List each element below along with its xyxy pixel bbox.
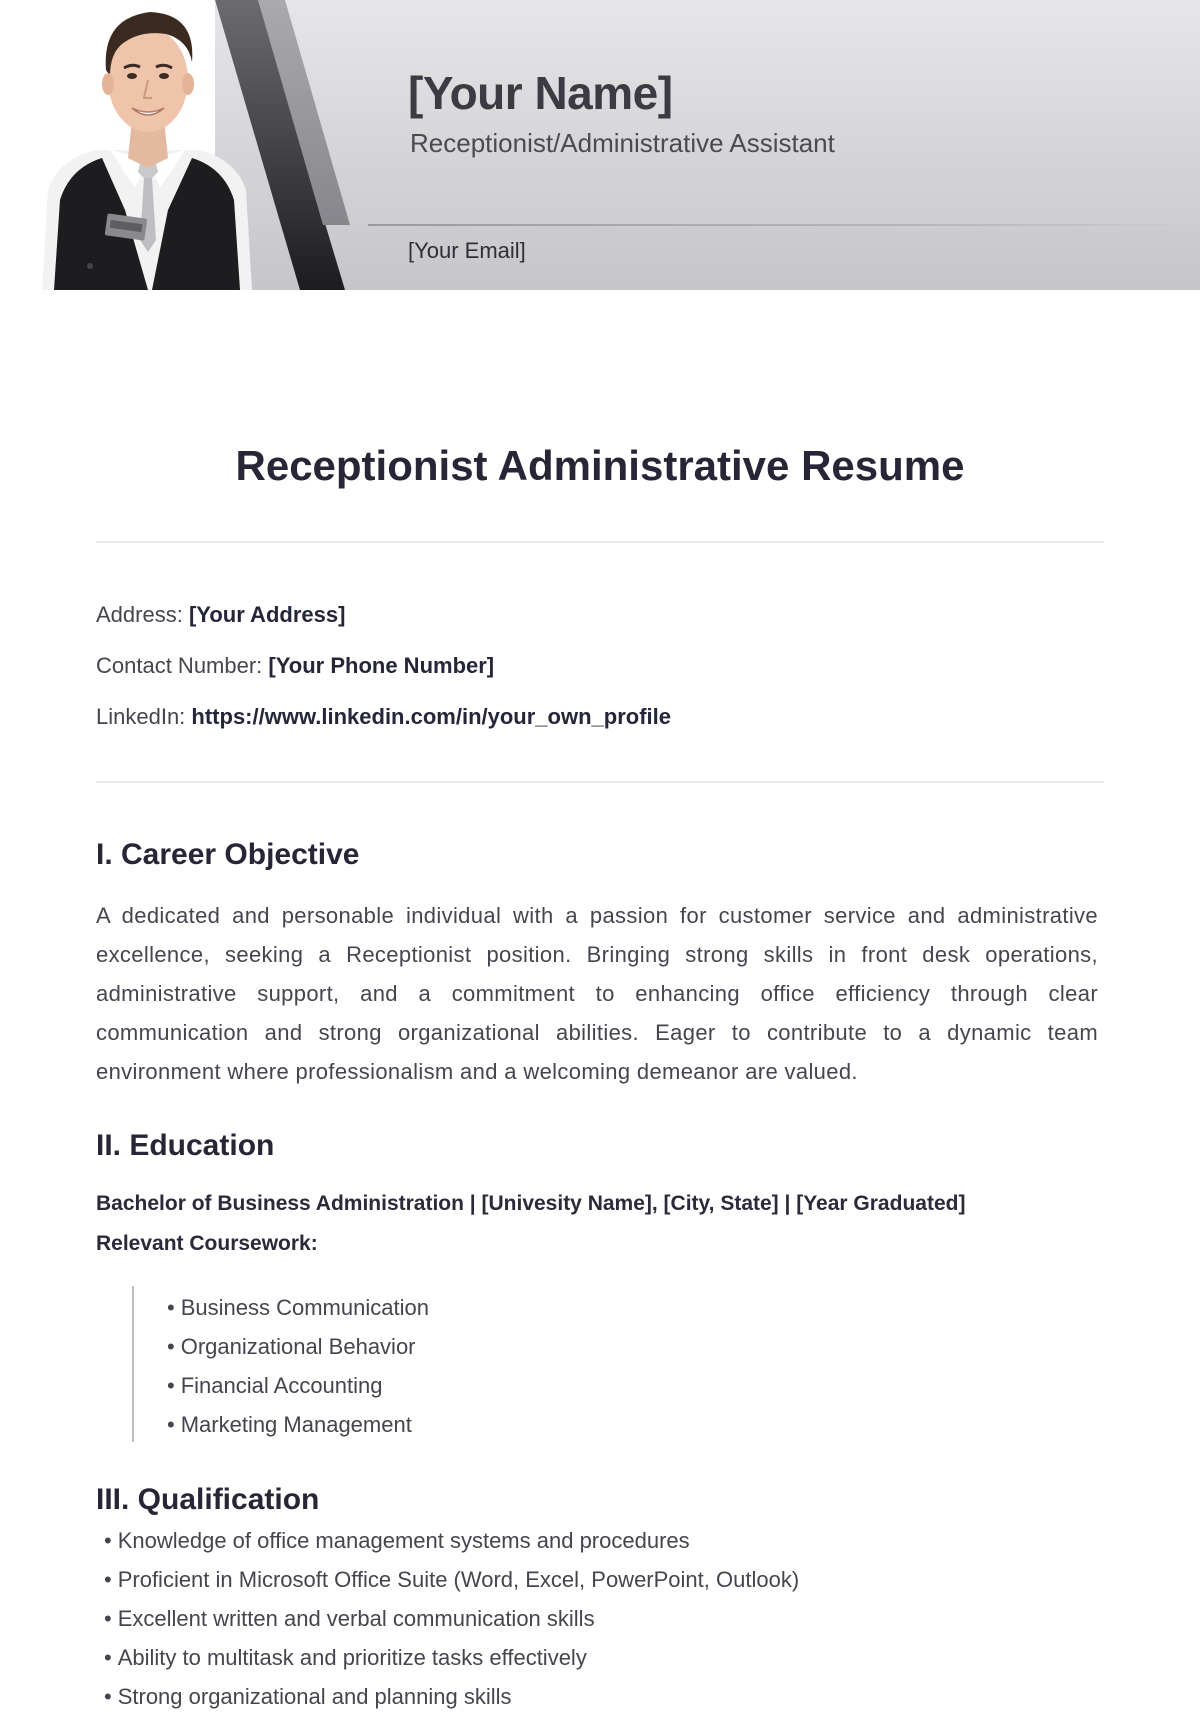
applicant-role: Receptionist/Administrative Assistant <box>410 128 835 158</box>
divider <box>96 541 1104 543</box>
list-item: • Organizational Behavior <box>167 1332 429 1371</box>
list-item: • Knowledge of office management systems and procedures <box>104 1526 799 1565</box>
address-label: Address: <box>96 602 183 627</box>
linkedin-label: LinkedIn: <box>96 704 186 729</box>
qualification-heading: III. Qualification <box>96 1483 320 1516</box>
header-divider <box>368 224 1200 226</box>
phone-value: [Your Phone Number] <box>268 653 495 678</box>
list-item: • Ability to multitask and prioritize tasks effectively <box>104 1643 799 1682</box>
coursework-block <box>132 1286 634 1442</box>
portrait-photo <box>40 0 255 290</box>
list-item: • Proficient in Microsoft Office Suite (Word, Excel, PowerPoint, Outlook) <box>104 1565 799 1604</box>
coursework-list <box>167 1293 429 1449</box>
coursework-label: Relevant Coursework: <box>96 1232 318 1255</box>
education-heading: II. Education <box>96 1129 275 1162</box>
divider <box>96 781 1104 783</box>
career-objective-text: A dedicated and personable individual with a passion for customer service and administrative excellence, seeking a Receptionist position. Bringing strong skills in front desk operations, administrative support, and a commitment to enhancing office efficiency through clear communication and strong organizational abilities. Eager to contribute to a dynamic team environment where professionalism and a welcoming demeanor are valued. <box>96 903 1098 1084</box>
list-item: • Excellent written and verbal communication skills <box>104 1604 799 1643</box>
career-objective-heading: I. Career Objective <box>96 838 360 871</box>
applicant-name: [Your Name] <box>408 67 673 119</box>
list-item: • Business Communication <box>167 1293 429 1332</box>
address-value: [Your Address] <box>188 602 346 627</box>
linkedin-line <box>96 704 671 730</box>
list-item: • Financial Accounting <box>167 1371 429 1410</box>
degree-line: Bachelor of Business Administration | [Univesity Name], [City, State] | [Year Graduated] <box>96 1192 966 1215</box>
phone-label: Contact Number: <box>96 653 263 678</box>
list-item: • Strong organizational and planning skills <box>104 1682 799 1721</box>
list-item: • Marketing Management <box>167 1410 429 1449</box>
applicant-email[interactable]: [Your Email] <box>408 238 526 263</box>
phone-line <box>96 653 494 679</box>
linkedin-link[interactable]: https://www.linkedin.com/in/your_own_profile <box>191 704 671 729</box>
address-line <box>96 602 345 628</box>
resume-header <box>0 0 1200 290</box>
qualification-list <box>104 1526 799 1721</box>
document-title: Receptionist Administrative Resume <box>235 442 965 489</box>
